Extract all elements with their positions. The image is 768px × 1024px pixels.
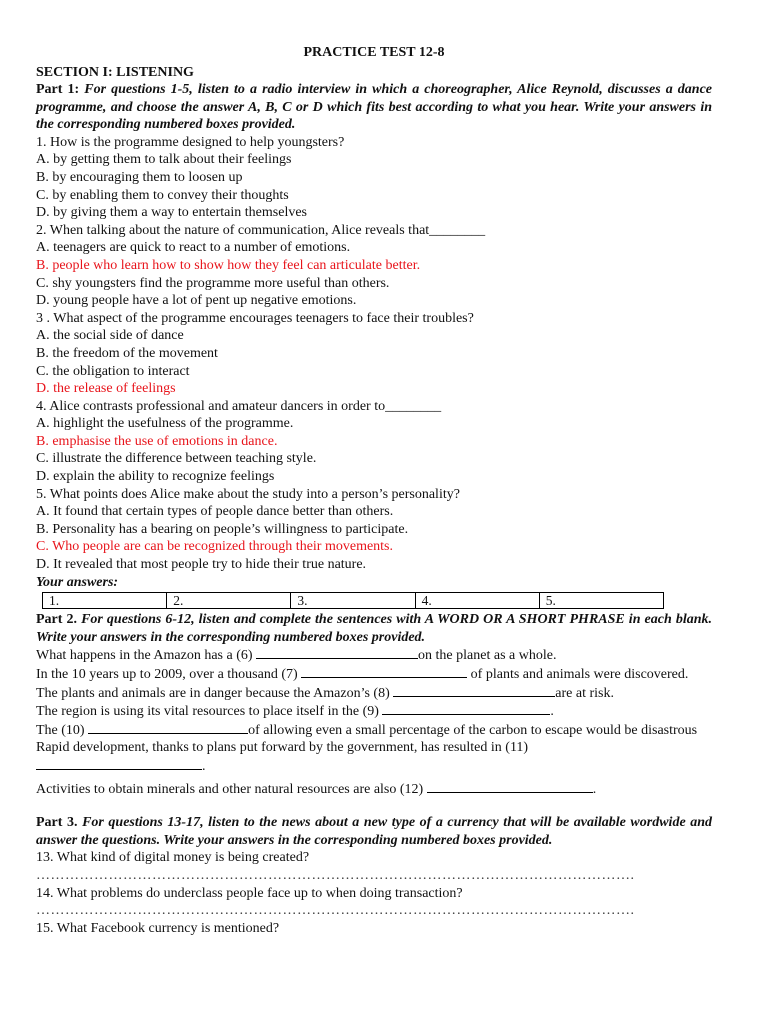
- part1-instruction-text: For questions 1-5, listen to a radio interview in which a choreographer, Alice Reynold, discusses a dance programme, and choose the answer A, B, C or D which fits best according to what you hear. Write your answers in the corresponding numbered boxes provided.: [36, 82, 713, 133]
- blank-9[interactable]: [382, 702, 550, 715]
- answer-box-1[interactable]: 1.: [43, 593, 167, 609]
- answer-box-4[interactable]: 4.: [415, 593, 539, 609]
- answer-option[interactable]: C. by enabling them to convey their thoughts: [36, 187, 289, 203]
- answer-boxes: [42, 592, 664, 609]
- question-stem: 4. Alice contrasts professional and amateur dancers in order to________: [36, 398, 442, 414]
- question-15: 15. What Facebook currency is mentioned?: [36, 920, 280, 936]
- section-heading: SECTION I: LISTENING: [36, 65, 194, 80]
- sentence-11: Rapid development, thanks to plans put forward by the government, has resulted in (11) .: [36, 740, 529, 774]
- answer-option[interactable]: A. the social side of dance: [36, 328, 184, 344]
- answer-option[interactable]: C. shy youngsters find the programme more useful than others.: [36, 275, 390, 291]
- answer-option[interactable]: C. illustrate the difference between teaching style.: [36, 451, 317, 467]
- answer-option[interactable]: A. by getting them to talk about their feelings: [36, 152, 292, 168]
- answer-box-3[interactable]: 3.: [291, 593, 415, 609]
- question-stem: 2. When talking about the nature of communication, Alice reveals that________: [36, 222, 486, 238]
- sentence-12: Activities to obtain minerals and other natural resources are also (12) .: [36, 781, 597, 797]
- answer-option[interactable]: D. explain the ability to recognize feelings: [36, 469, 275, 485]
- answer-box-5[interactable]: 5.: [539, 593, 663, 609]
- answer-line-14[interactable]: …………………………………………………………………………………………………………….: [36, 903, 635, 919]
- part3-label: Part 3.: [36, 815, 78, 831]
- blank-10[interactable]: [88, 721, 248, 734]
- highlighted-option[interactable]: B. people who learn how to show how they feel can articulate better.: [36, 257, 421, 273]
- blank-11[interactable]: [36, 757, 202, 770]
- blank-12[interactable]: [427, 780, 593, 793]
- part1-label: Part 1:: [36, 82, 80, 97]
- page-title: PRACTICE TEST 12-8: [303, 45, 445, 60]
- answer-line-13[interactable]: …………………………………………………………………………………………………………….: [36, 867, 635, 883]
- question-stem: 1. How is the programme designed to help youngsters?: [36, 134, 345, 150]
- sentence-9: The region is using its vital resources to place itself in the (9) .: [36, 704, 554, 720]
- question-14: 14. What problems do underclass people face up to when doing transaction?: [36, 885, 463, 901]
- answer-option[interactable]: A. It found that certain types of people dance better than others.: [36, 504, 394, 520]
- answer-option[interactable]: A. highlight the usefulness of the programme.: [36, 416, 294, 432]
- answer-option[interactable]: D. young people have a lot of pent up negative emotions.: [36, 293, 357, 309]
- answer-box-2[interactable]: 2.: [167, 593, 291, 609]
- part1-instruction: [36, 81, 712, 134]
- answer-option[interactable]: B. the freedom of the movement: [36, 345, 218, 361]
- answer-option[interactable]: D. by giving them a way to entertain themselves: [36, 205, 307, 221]
- highlighted-option[interactable]: D. the release of feelings: [36, 381, 176, 397]
- part3-instruction: [36, 814, 712, 849]
- part2-instruction: [36, 611, 712, 646]
- part2-instruction-text: For questions 6-12, listen and complete the sentences with A WORD OR A SHORT PHRASE in each blank. Write your answers in the corresponding numbered boxes provided.: [36, 612, 712, 645]
- question-stem: 5. What points does Alice make about the study into a person’s personality?: [36, 486, 460, 502]
- answers-label: Your answers:: [36, 574, 119, 590]
- answer-option[interactable]: D. It revealed that most people try to hide their true nature.: [36, 557, 367, 573]
- blank-8[interactable]: [393, 684, 555, 697]
- answer-option[interactable]: B. by encouraging them to loosen up: [36, 169, 243, 185]
- sentence-8: The plants and animals are in danger because the Amazon’s (8) are at risk.: [36, 685, 614, 701]
- sentence-10: The (10) of allowing even a small percentage of the carbon to escape would be disastrous: [36, 722, 698, 738]
- answer-option[interactable]: C. the obligation to interact: [36, 363, 190, 379]
- sentence-6: What happens in the Amazon has a (6) on the planet as a whole.: [36, 648, 557, 664]
- answer-option[interactable]: B. Personality has a bearing on people’s willingness to participate.: [36, 521, 409, 537]
- part3-instruction-text: For questions 13-17, listen to the news about a new type of a currency that will be available wordwide and answer the questions. Write your answers in the corresponding numbered boxes provided.: [36, 815, 713, 848]
- highlighted-option[interactable]: C. Who people are can be recognized through their movements.: [36, 539, 394, 555]
- part2-label: Part 2.: [36, 612, 77, 628]
- question-stem: 3 . What aspect of the programme encourages teenagers to face their troubles?: [36, 310, 474, 326]
- blank-6[interactable]: [256, 646, 418, 659]
- question-list: [36, 134, 712, 574]
- highlighted-option[interactable]: B. emphasise the use of emotions in dance.: [36, 433, 278, 449]
- blank-7[interactable]: [301, 665, 467, 678]
- answer-option[interactable]: A. teenagers are quick to react to a number of emotions.: [36, 240, 351, 256]
- question-13: 13. What kind of digital money is being created?: [36, 850, 310, 866]
- sentence-7: In the 10 years up to 2009, over a thousand (7) of plants and animals were discovered.: [36, 667, 689, 682]
